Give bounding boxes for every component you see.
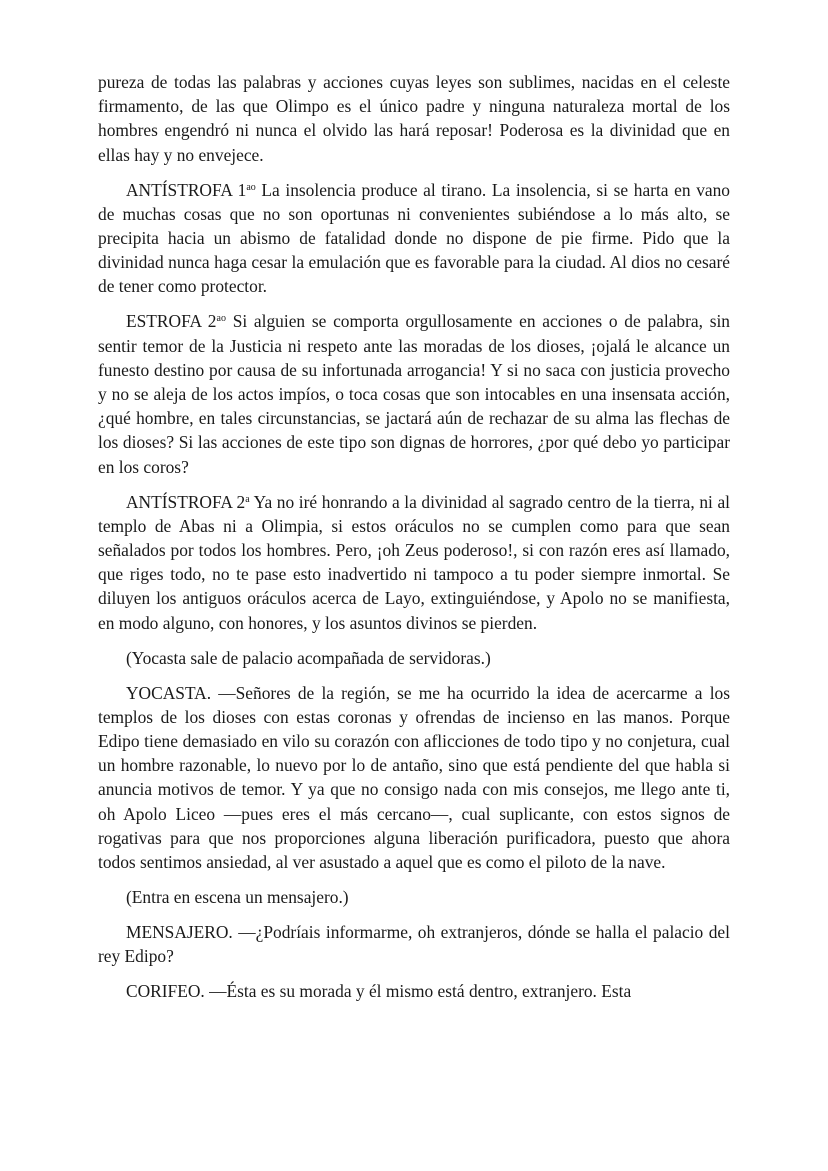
paragraph-text: La insolencia produce al tirano. La insolencia, si se harta en vano de muchas cosas que no son oportunas ni convenientes subiéndose a lo más alto, se precipita hacia un abismo de fatalidad donde no dispone de pie firme. Pido que la divinidad nunca haga cesar la emulación que es favorable para la ciudad. Al dios no cesaré de tener como protector. bbox=[98, 179, 731, 297]
paragraph-text: CORIFEO. —Ésta es su morada y él mismo está dentro, extranjero. Esta bbox=[126, 981, 632, 1002]
dialogue-yocasta bbox=[98, 681, 730, 875]
paragraph-antistrofa-1 bbox=[98, 178, 730, 299]
section-label: ANTÍSTROFA 1 bbox=[126, 179, 247, 200]
stage-direction-yocasta-enters bbox=[98, 646, 730, 670]
section-label-superscript: ao bbox=[246, 181, 256, 193]
dialogue-mensajero bbox=[98, 920, 730, 968]
section-label-superscript: ao bbox=[216, 313, 226, 325]
paragraph-text: pureza de todas las palabras y acciones cuyas leyes son sublimes, nacidas en el celeste firmamento, de las que Olimpo es el único padre y ninguna naturaleza mortal de los hombres engendró ni nunca el olvido las hará reposar! Poderosa es la divinidad que en ellas hay y no envejece. bbox=[98, 72, 730, 165]
section-label: ANTÍSTROFA 2 bbox=[126, 491, 246, 512]
stage-direction-messenger-enters bbox=[98, 885, 730, 909]
dialogue-corifeo bbox=[98, 979, 730, 1003]
paragraph-estrofa-2 bbox=[98, 309, 730, 478]
paragraph-text: (Yocasta sale de palacio acompañada de servidoras.) bbox=[126, 647, 491, 668]
paragraph-text: MENSAJERO. —¿Podríais informarme, oh extranjeros, dónde se halla el palacio del rey Edipo? bbox=[98, 922, 730, 967]
paragraph-text: YOCASTA. —Señores de la región, se me ha ocurrido la idea de acercarme a los templos de los dioses con estas coronas y ofrendas de incienso en las manos. Porque Edipo tiene demasiado en vilo su corazón con aflicciones de todo tipo y no conjetura, cual un hombre razonable, lo nuevo por lo de antaño, sino que está pendiente del que habla si anuncia motivos de temor. Y ya que no consigo nada con mis consejos, me llego ante ti, oh Apolo Liceo —pues eres el más cercano—, cual suplicante, con estos signos de rogativas para que nos proporciones alguna liberación purificadora, puesto que ahora todos sentimos ansiedad, al ver asustado a aquel que es como el piloto de la nave. bbox=[98, 682, 730, 873]
paragraph-antistrofa-2 bbox=[98, 490, 730, 635]
section-label-superscript: a bbox=[245, 493, 250, 505]
paragraph-text: Ya no iré honrando a la divinidad al sagrado centro de la tierra, ni al templo de Abas ni a Olimpia, si estos oráculos no se cumplen como para que sean señalados por todos los hombres. Pero, ¡oh Zeus poderoso!, si con razón eres así llamado, que riges todo, no te pase esto inadvertido ni tampoco a tu poder siempre inmortal. Se diluyen los antiguos oráculos acerca de Layo, extinguiéndose, y Apolo no se manifiesta, en modo alguno, con honores, y los asuntos divinos se pierden. bbox=[98, 491, 731, 633]
paragraph-continuation bbox=[98, 70, 730, 167]
section-label: ESTROFA 2 bbox=[126, 311, 217, 332]
document-page bbox=[98, 70, 730, 1014]
paragraph-text: Si alguien se comporta orgullosamente en acciones o de palabra, sin sentir temor de la Justicia ni respeto ante las moradas de los dioses, ¡ojalá le alcance un funesto destino por causa de su infortunada arrogancia! Y si no saca con justicia provecho y no se aleja de los actos impíos, o toca cosas que son intocables en una insensata acción, ¿qué hombre, en tales circunstancias, se jactará aún de rechazar de su alma las flechas de los dioses? Si las acciones de este tipo son dignas de horrores, ¿por qué debo yo participar en los coros? bbox=[98, 311, 730, 477]
paragraph-text: (Entra en escena un mensajero.) bbox=[126, 887, 349, 908]
